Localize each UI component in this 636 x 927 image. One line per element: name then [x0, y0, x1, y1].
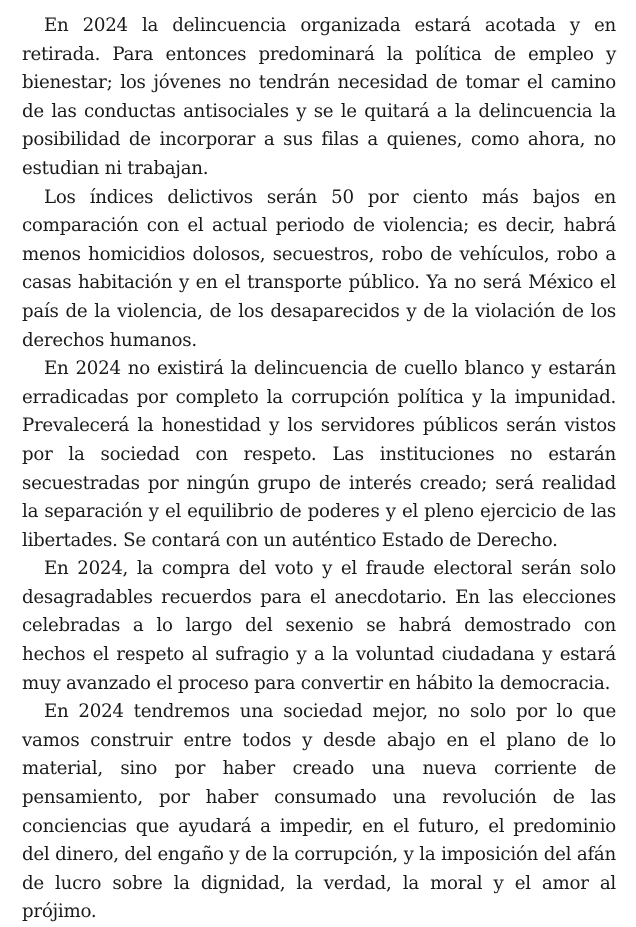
paragraph-3: En 2024 no existirá la delincuencia de cuello blanco y estarán erradicadas por completo la corrupción política y la impunidad. Prevalecerá la honestidad y los servidores públicos serán vistos por la sociedad con respeto. Las instituciones no estarán secuestradas por ningún grupo de interés creado; será realidad la separación y el equilibrio de poderes y el pleno ejercicio de las libertades. Se contará con un auténtico Estado de Derecho.	[22, 358, 616, 551]
paragraph-4: En 2024, la compra del voto y el fraude electoral serán solo desagradables recuerdos para el anecdotario. En las elecciones celebradas a lo largo del sexenio se habrá demostrado con hechos el respeto al sufragio y a la voluntad ciudadana y estará muy avanzado el proceso para convertir en hábito la democracia.	[22, 558, 616, 694]
paragraph-1: En 2024 la delincuencia organizada estará acotada y en retirada. Para entonces predominará la política de empleo y bienestar; los jóvenes no tendrán necesidad de tomar el camino de las conductas antisociales y se le quitará a la delincuencia la posibilidad de incorporar a sus filas a quienes, como ahora, no estudian ni trabajan.	[22, 15, 616, 179]
paragraph-2: Los índices delictivos serán 50 por ciento más bajos en comparación con el actual periodo de violencia; es decir, habrá menos homicidios dolosos, secuestros, robo de vehículos, robo a casas habitación y en el transporte público. Ya no será México el país de la violencia, de los desaparecidos y de la violación de los derechos humanos.	[22, 186, 616, 351]
paragraph-5: En 2024 tendremos una sociedad mejor, no solo por lo que vamos construir entre todos y desde abajo en el plano de lo material, sino por haber creado una nueva corriente de pensamiento, por haber consumado una revolución de las conciencias que ayudará a impedir, en el futuro, el predominio del dinero, del engaño y de la corrupción, y la imposición del afán de lucro sobre la dignidad, la verdad, la moral y el amor al prójimo.	[22, 701, 616, 923]
